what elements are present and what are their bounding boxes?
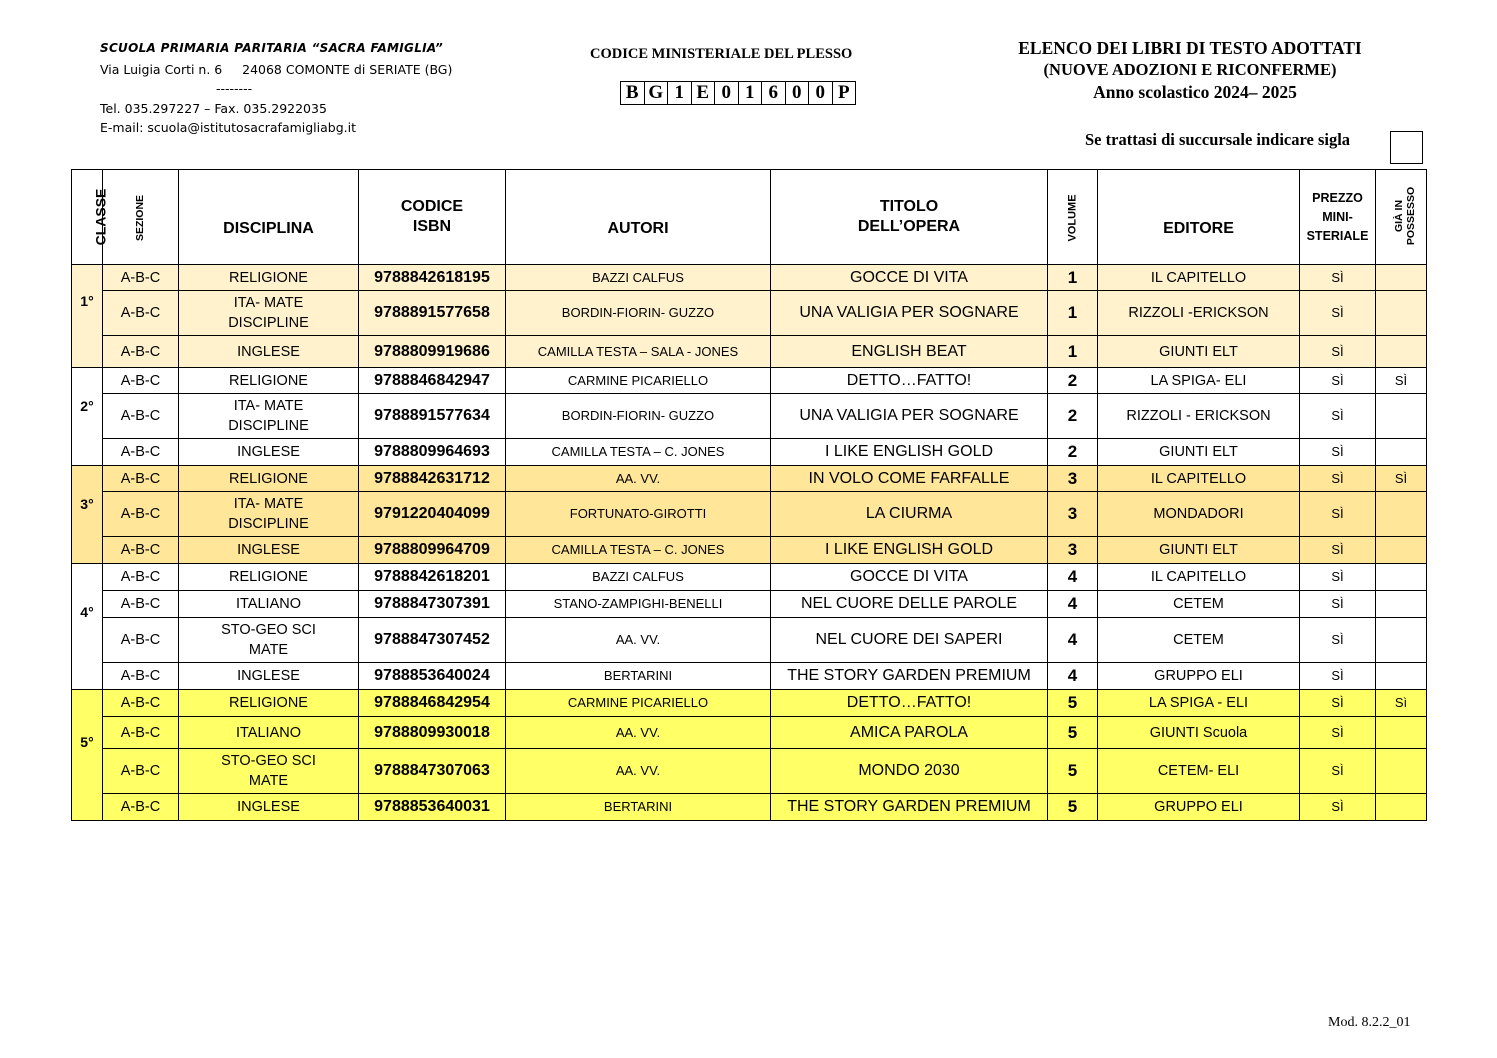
codice-char: 1 [739, 82, 763, 104]
table-row [72, 690, 1427, 717]
school-phone: Tel. 035.297227 – Fax. 035.2922035 [100, 101, 327, 116]
sezione-cell: A-B-C [103, 537, 179, 564]
divider: -------- [216, 81, 253, 96]
sezione-cell: A-B-C [103, 492, 179, 537]
prezzo-cell: SÌ [1300, 794, 1376, 821]
classe-cell: 5° [72, 690, 103, 821]
editore-cell: GRUPPO ELI [1098, 663, 1300, 690]
prezzo-cell: SÌ [1300, 439, 1376, 466]
volume-cell: 2 [1048, 394, 1098, 439]
editore-cell: LA SPIGA- ELI [1098, 368, 1300, 394]
titolo-cell: THE STORY GARDEN PREMIUM [771, 794, 1048, 821]
sezione-cell: A-B-C [103, 591, 179, 618]
school-email: E-mail: scuola@istitutosacrafamigliabg.it [100, 120, 357, 135]
disciplina-cell: RELIGIONE [179, 690, 359, 717]
possesso-cell [1376, 663, 1427, 690]
prezzo-cell: SÌ [1300, 368, 1376, 394]
prezzo-cell: SÌ [1300, 394, 1376, 439]
possesso-cell [1376, 394, 1427, 439]
isbn-cell: 9788847307452 [359, 618, 506, 663]
possesso-cell: Sì [1376, 690, 1427, 717]
sezione-cell: A-B-C [103, 717, 179, 749]
header-sezione: SEZIONE [103, 170, 179, 265]
autori-cell: AA. VV. [506, 717, 771, 749]
possesso-cell [1376, 618, 1427, 663]
disciplina-cell: ITA- MATE DISCIPLINE [179, 492, 359, 537]
header-editore: EDITORE [1098, 170, 1300, 265]
header-disciplina: DISCIPLINA [179, 170, 359, 265]
codice-char: 0 [809, 82, 833, 104]
table-row [72, 618, 1427, 663]
isbn-cell: 9788853640024 [359, 663, 506, 690]
isbn-cell: 9791220404099 [359, 492, 506, 537]
possesso-cell [1376, 537, 1427, 564]
isbn-cell: 9788847307391 [359, 591, 506, 618]
editore-cell: CETEM [1098, 618, 1300, 663]
isbn-cell: 9788846842947 [359, 368, 506, 394]
isbn-cell: 9788809964693 [359, 439, 506, 466]
table-row [72, 439, 1427, 466]
editore-cell: IL CAPITELLO [1098, 564, 1300, 591]
autori-cell: CARMINE PICARIELLO [506, 690, 771, 717]
isbn-cell: 9788842618195 [359, 265, 506, 291]
sezione-cell: A-B-C [103, 336, 179, 368]
prezzo-cell: SÌ [1300, 618, 1376, 663]
prezzo-cell: SÌ [1300, 466, 1376, 492]
codice-char: 6 [762, 82, 786, 104]
autori-cell: AA. VV. [506, 618, 771, 663]
prezzo-cell: SÌ [1300, 336, 1376, 368]
possesso-cell [1376, 564, 1427, 591]
prezzo-cell: SÌ [1300, 564, 1376, 591]
autori-cell: BERTARINI [506, 663, 771, 690]
volume-cell: 4 [1048, 591, 1098, 618]
table-row [72, 368, 1427, 394]
volume-cell: 5 [1048, 690, 1098, 717]
possesso-cell [1376, 336, 1427, 368]
possesso-cell [1376, 291, 1427, 336]
autori-cell: CARMINE PICARIELLO [506, 368, 771, 394]
table-row [72, 537, 1427, 564]
title-line3: Anno scolastico 2024– 2025 [1093, 82, 1297, 102]
volume-cell: 3 [1048, 537, 1098, 564]
isbn-cell: 9788809964709 [359, 537, 506, 564]
titolo-cell: I LIKE ENGLISH GOLD [771, 537, 1048, 564]
possesso-cell [1376, 492, 1427, 537]
titolo-cell: DETTO…FATTO! [771, 368, 1048, 394]
disciplina-cell: INGLESE [179, 794, 359, 821]
volume-cell: 1 [1048, 291, 1098, 336]
autori-cell: BAZZI CALFUS [506, 265, 771, 291]
codice-char: 0 [786, 82, 810, 104]
succursale-box[interactable] [1390, 131, 1423, 164]
disciplina-cell: RELIGIONE [179, 368, 359, 394]
autori-cell: AA. VV. [506, 466, 771, 492]
titolo-cell: UNA VALIGIA PER SOGNARE [771, 291, 1048, 336]
isbn-cell: 9788891577658 [359, 291, 506, 336]
titolo-cell: NEL CUORE DEI SAPERI [771, 618, 1048, 663]
sezione-cell: A-B-C [103, 663, 179, 690]
editore-cell: IL CAPITELLO [1098, 265, 1300, 291]
possesso-cell [1376, 265, 1427, 291]
titolo-cell: UNA VALIGIA PER SOGNARE [771, 394, 1048, 439]
titolo-cell: ENGLISH BEAT [771, 336, 1048, 368]
disciplina-cell: STO-GEO SCI MATE [179, 618, 359, 663]
autori-cell: BERTARINI [506, 794, 771, 821]
possesso-cell [1376, 794, 1427, 821]
sezione-cell: A-B-C [103, 265, 179, 291]
sezione-cell: A-B-C [103, 794, 179, 821]
header-titolo: TITOLO DELL’OPERA [771, 170, 1048, 265]
possesso-cell [1376, 749, 1427, 794]
disciplina-cell: RELIGIONE [179, 466, 359, 492]
prezzo-cell: SÌ [1300, 717, 1376, 749]
codice-char: 0 [715, 82, 739, 104]
autori-cell: BORDIN-FIORIN- GUZZO [506, 291, 771, 336]
codice-label: CODICE MINISTERIALE DEL PLESSO [590, 46, 853, 62]
editore-cell: GIUNTI ELT [1098, 336, 1300, 368]
codice-char: G [645, 82, 669, 104]
autori-cell: STANO-ZAMPIGHI-BENELLI [506, 591, 771, 618]
table-row [72, 265, 1427, 291]
header-autori: AUTORI [506, 170, 771, 265]
possesso-cell: SÌ [1376, 466, 1427, 492]
table-row [72, 564, 1427, 591]
header-volume: VOLUME [1048, 170, 1098, 265]
isbn-cell: 9788846842954 [359, 690, 506, 717]
school-name: SCUOLA PRIMARIA PARITARIA “SACRA FAMIGLIA” [100, 41, 444, 55]
disciplina-cell: ITALIANO [179, 717, 359, 749]
disciplina-cell: ITALIANO [179, 591, 359, 618]
disciplina-cell: INGLESE [179, 439, 359, 466]
volume-cell: 2 [1048, 439, 1098, 466]
autori-cell: FORTUNATO-GIROTTI [506, 492, 771, 537]
volume-cell: 5 [1048, 794, 1098, 821]
disciplina-cell: INGLESE [179, 663, 359, 690]
volume-cell: 4 [1048, 564, 1098, 591]
editore-cell: GIUNTI ELT [1098, 439, 1300, 466]
isbn-cell: 9788842618201 [359, 564, 506, 591]
school-info [100, 38, 452, 137]
editore-cell: LA SPIGA - ELI [1098, 690, 1300, 717]
volume-cell: 3 [1048, 466, 1098, 492]
header-possesso: GIÀ IN POSSESSO [1376, 170, 1427, 265]
isbn-cell: 9788842631712 [359, 466, 506, 492]
volume-cell: 4 [1048, 618, 1098, 663]
editore-cell: GIUNTI ELT [1098, 537, 1300, 564]
titolo-cell: I LIKE ENGLISH GOLD [771, 439, 1048, 466]
possesso-cell [1376, 717, 1427, 749]
header-classe: CLASSE [72, 170, 103, 265]
autori-cell: AA. VV. [506, 749, 771, 794]
autori-cell: BAZZI CALFUS [506, 564, 771, 591]
titolo-cell: IN VOLO COME FARFALLE [771, 466, 1048, 492]
titolo-cell: THE STORY GARDEN PREMIUM [771, 663, 1048, 690]
disciplina-cell: ITA- MATE DISCIPLINE [179, 291, 359, 336]
table-row [72, 336, 1427, 368]
sezione-cell: A-B-C [103, 291, 179, 336]
disciplina-cell: ITA- MATE DISCIPLINE [179, 394, 359, 439]
codice-box [620, 81, 856, 105]
table-row [72, 717, 1427, 749]
editore-cell: GRUPPO ELI [1098, 794, 1300, 821]
titolo-cell: AMICA PAROLA [771, 717, 1048, 749]
codice-char: 1 [668, 82, 692, 104]
sezione-cell: A-B-C [103, 466, 179, 492]
school-address: Via Luigia Corti n. 6 24068 COMONTE di SERIATE (BG) [100, 62, 453, 77]
title-line1: ELENCO DEI LIBRI DI TESTO ADOTTATI [1018, 38, 1362, 58]
isbn-cell: 9788847307063 [359, 749, 506, 794]
title-line2: (NUOVE ADOZIONI E RICONFERME) [1043, 60, 1337, 79]
classe-cell: 4° [72, 564, 103, 690]
prezzo-cell: SÌ [1300, 265, 1376, 291]
autori-cell: CAMILLA TESTA – C. JONES [506, 537, 771, 564]
volume-cell: 2 [1048, 368, 1098, 394]
editore-cell: CETEM- ELI [1098, 749, 1300, 794]
volume-cell: 3 [1048, 492, 1098, 537]
table-row [72, 291, 1427, 336]
disciplina-cell: INGLESE [179, 336, 359, 368]
prezzo-cell: SÌ [1300, 591, 1376, 618]
disciplina-cell: RELIGIONE [179, 265, 359, 291]
autori-cell: BORDIN-FIORIN- GUZZO [506, 394, 771, 439]
prezzo-cell: SÌ [1300, 690, 1376, 717]
sezione-cell: A-B-C [103, 618, 179, 663]
editore-cell: RIZZOLI -ERICKSON [1098, 291, 1300, 336]
document-title [980, 37, 1400, 103]
sezione-cell: A-B-C [103, 394, 179, 439]
volume-cell: 1 [1048, 265, 1098, 291]
table-row [72, 749, 1427, 794]
titolo-cell: GOCCE DI VITA [771, 265, 1048, 291]
prezzo-cell: SÌ [1300, 749, 1376, 794]
editore-cell: CETEM [1098, 591, 1300, 618]
volume-cell: 1 [1048, 336, 1098, 368]
volume-cell: 5 [1048, 717, 1098, 749]
classe-cell: 3° [72, 466, 103, 564]
classe-cell: 2° [72, 368, 103, 466]
table-row [72, 492, 1427, 537]
header-row [72, 170, 1427, 265]
editore-cell: RIZZOLI - ERICKSON [1098, 394, 1300, 439]
header-prezzo: PREZZO MINI- STERIALE [1300, 170, 1376, 265]
autori-cell: CAMILLA TESTA – C. JONES [506, 439, 771, 466]
codice-char: P [837, 82, 850, 103]
editore-cell: IL CAPITELLO [1098, 466, 1300, 492]
prezzo-cell: SÌ [1300, 537, 1376, 564]
sezione-cell: A-B-C [103, 564, 179, 591]
header-codice: CODICE ISBN [359, 170, 506, 265]
prezzo-cell: SÌ [1300, 291, 1376, 336]
table-row [72, 394, 1427, 439]
sezione-cell: A-B-C [103, 749, 179, 794]
prezzo-cell: SÌ [1300, 663, 1376, 690]
titolo-cell: NEL CUORE DELLE PAROLE [771, 591, 1048, 618]
succursale-label: Se trattasi di succursale indicare sigla [1085, 130, 1351, 149]
prezzo-cell: SÌ [1300, 492, 1376, 537]
table-row [72, 466, 1427, 492]
volume-cell: 4 [1048, 663, 1098, 690]
codice-char: B [621, 82, 645, 104]
codice-char: E [692, 82, 716, 104]
table-row [72, 591, 1427, 618]
sezione-cell: A-B-C [103, 439, 179, 466]
classe-cell: 1° [72, 265, 103, 368]
isbn-cell: 9788891577634 [359, 394, 506, 439]
isbn-cell: 9788809930018 [359, 717, 506, 749]
sezione-cell: A-B-C [103, 690, 179, 717]
isbn-cell: 9788809919686 [359, 336, 506, 368]
autori-cell: CAMILLA TESTA – SALA - JONES [506, 336, 771, 368]
disciplina-cell: INGLESE [179, 537, 359, 564]
disciplina-cell: RELIGIONE [179, 564, 359, 591]
sezione-cell: A-B-C [103, 368, 179, 394]
table-row [72, 663, 1427, 690]
module-code: Mod. 8.2.2_01 [1328, 1015, 1411, 1030]
possesso-cell [1376, 439, 1427, 466]
titolo-cell: MONDO 2030 [771, 749, 1048, 794]
editore-cell: GIUNTI Scuola [1098, 717, 1300, 749]
titolo-cell: GOCCE DI VITA [771, 564, 1048, 591]
editore-cell: MONDADORI [1098, 492, 1300, 537]
possesso-cell: SÌ [1376, 368, 1427, 394]
volume-cell: 5 [1048, 749, 1098, 794]
titolo-cell: LA CIURMA [771, 492, 1048, 537]
table-row [72, 794, 1427, 821]
possesso-cell [1376, 591, 1427, 618]
isbn-cell: 9788853640031 [359, 794, 506, 821]
books-table [71, 169, 1427, 821]
disciplina-cell: STO-GEO SCI MATE [179, 749, 359, 794]
titolo-cell: DETTO…FATTO! [771, 690, 1048, 717]
